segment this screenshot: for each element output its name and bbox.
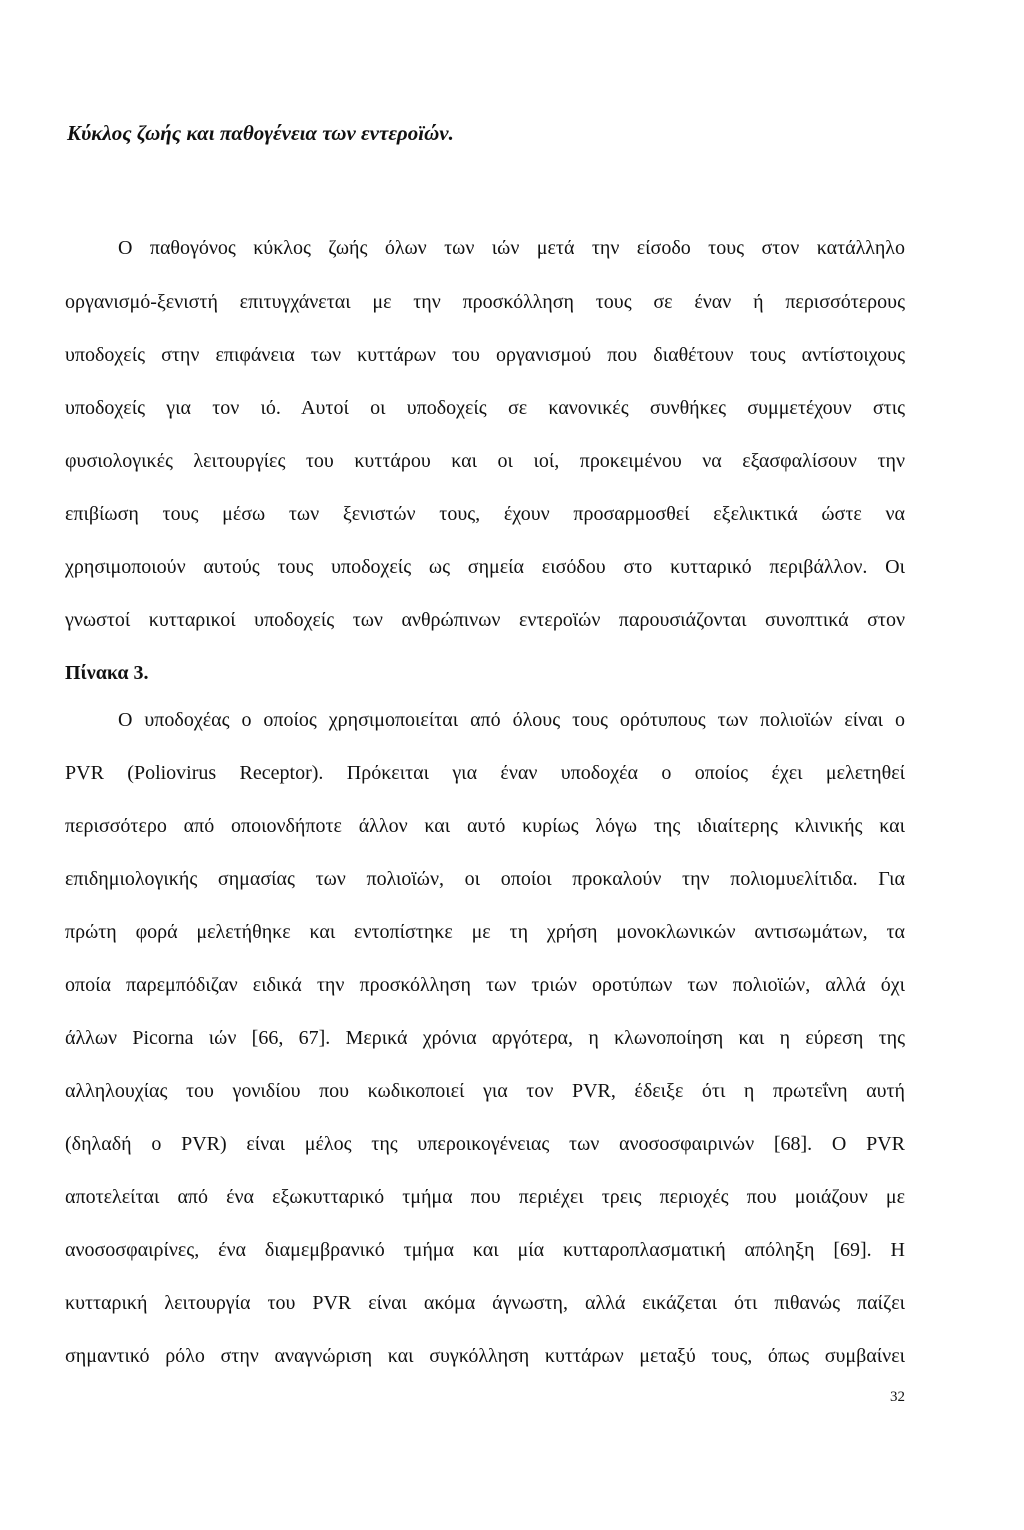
paragraph-line: υποδοχείς στην επιφάνεια των κυττάρων του οργανισμού που διαθέτουν τους αντίστοιχους — [65, 344, 905, 366]
table-reference: Πίνακα 3. — [65, 662, 149, 684]
paragraph-line: Ο παθογόνος κύκλος ζωής όλων των ιών μετά την είσοδο τους στον κατάλληλο — [118, 237, 905, 259]
paragraph-line: πρώτη φορά μελετήθηκε και εντοπίστηκε με τη χρήση μονοκλωνικών αντισωμάτων, τα — [65, 921, 905, 943]
page-number: 32 — [890, 1389, 905, 1405]
paragraph-line: PVR (Poliovirus Receptor). Πρόκειται για έναν υποδοχέα ο οποίος έχει μελετηθεί — [65, 762, 905, 784]
paragraph-line: κυτταρική λειτουργία του PVR είναι ακόμα άγνωστη, αλλά εικάζεται ότι πιθανώς παίζει — [65, 1292, 905, 1314]
paragraph-line: φυσιολογικές λειτουργίες του κυττάρου και οι ιοί, προκειμένου να εξασφαλίσουν την — [65, 450, 905, 472]
paragraph-line: γνωστοί κυτταρικοί υποδοχείς των ανθρώπινων εντεροϊών παρουσιάζονται συνοπτικά στον — [65, 609, 905, 631]
paragraph-line: οποία παρεμπόδιζαν ειδικά την προσκόλληση των τριών οροτύπων των πολιοϊών, αλλά όχι — [65, 974, 905, 996]
paragraph-line: αλληλουχίας του γονιδίου που κωδικοποιεί για τον PVR, έδειξε ότι η πρωτεΐνη αυτή — [65, 1080, 905, 1102]
section-title: Κύκλος ζωής και παθογένεια των εντεροϊών. — [67, 121, 454, 145]
paragraph-line: περισσότερο από οποιονδήποτε άλλον και αυτό κυρίως λόγω της ιδιαίτερης κλινικής και — [65, 815, 905, 837]
paragraph-line: υποδοχείς για τον ιό. Αυτοί οι υποδοχείς σε κανονικές συνθήκες συμμετέχουν στις — [65, 397, 905, 419]
paragraph-line: αποτελείται από ένα εξωκυτταρικό τμήμα που περιέχει τρεις περιοχές που μοιάζουν με — [65, 1186, 905, 1208]
paragraph-line: οργανισμό-ξενιστή επιτυγχάνεται με την προσκόλληση τους σε έναν ή περισσότερους — [65, 291, 905, 313]
paragraph-line: επιβίωση τους μέσω των ξενιστών τους, έχουν προσαρμοσθεί εξελικτικά ώστε να — [65, 503, 905, 525]
paragraph-line: χρησιμοποιούν αυτούς τους υποδοχείς ως σημεία εισόδου στο κυτταρικό περιβάλλον. Οι — [65, 556, 905, 578]
paragraph-line: ανοσοσφαιρίνες, ένα διαμεμβρανικό τμήμα και μία κυτταροπλασματική απόληξη [69]. Η — [65, 1239, 905, 1261]
paragraph-line: σημαντικό ρόλο στην αναγνώριση και συγκόλληση κυττάρων μεταξύ τους, όπως συμβαίνει — [65, 1345, 905, 1367]
paragraph-line: άλλων Picorna ιών [66, 67]. Μερικά χρόνια αργότερα, η κλωνοποίηση και η εύρεση της — [65, 1027, 905, 1049]
paragraph-line: Ο υποδοχέας ο οποίος χρησιμοποιείται από όλους τους ορότυπους των πολιοϊών είναι ο — [118, 709, 905, 731]
paragraph-line: επιδημιολογικής σημασίας των πολιοϊών, οι οποίοι προκαλούν την πολιομυελίτιδα. Για — [65, 868, 905, 890]
paragraph-line: (δηλαδή ο PVR) είναι μέλος της υπεροικογένειας των ανοσοσφαιρινών [68]. Ο PVR — [65, 1133, 905, 1155]
